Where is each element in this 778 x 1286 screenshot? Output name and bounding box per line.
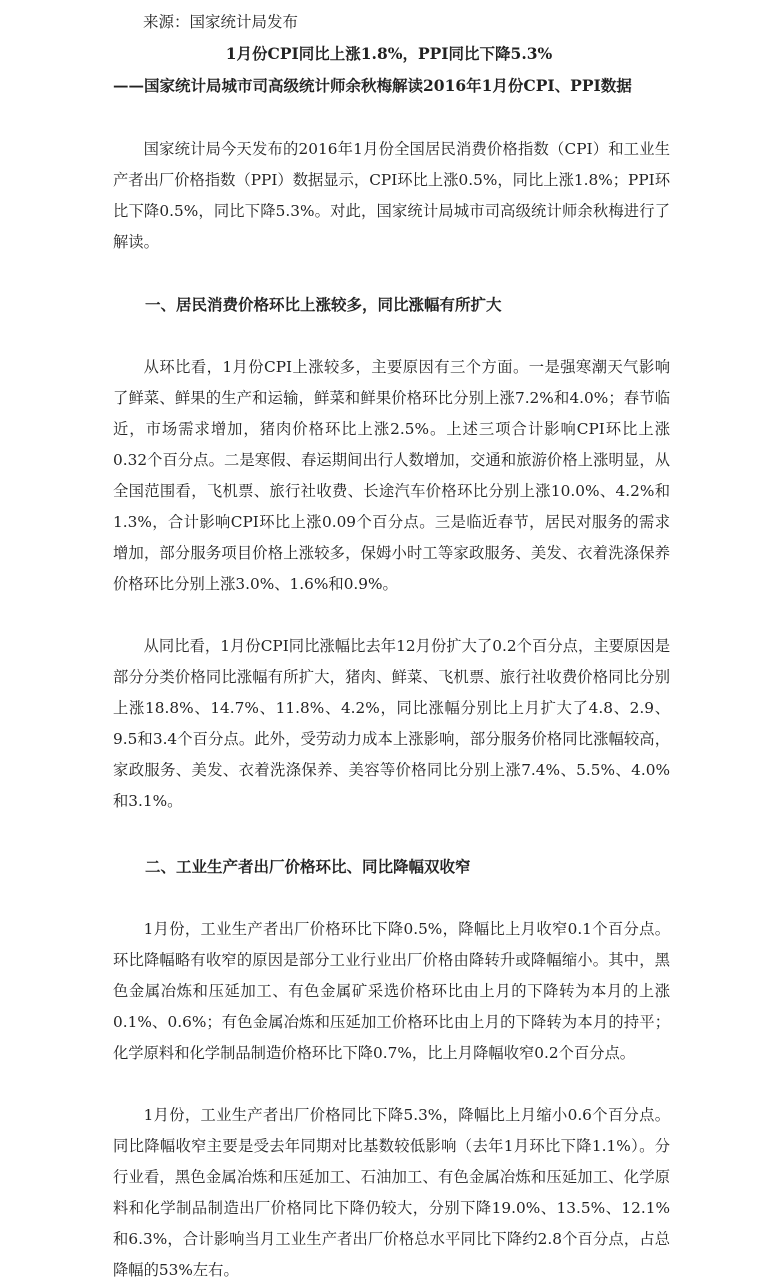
- paragraph-cpi-year-on-year: 从同比看，1月份CPI同比涨幅比去年12月份扩大了0.2个百分点，主要原因是部分分类价格同比涨幅有所扩大，猪肉、鲜菜、飞机票、旅行社收费价格同比分别上涨18.8%、14.7%、11.8%、4.2%，同比涨幅分别比上月扩大了4.8、2.9、9.5和3.4个百分点。此外，受劳动力成本上涨影响，部分服务价格同比涨幅较高，家政服务、美发、衣着洗涤保养、美容等价格同比分别上涨7.4%、5.5%、4.0%和3.1%。: [113, 637, 670, 810]
- article-source: 来源：国家统计局发布: [143, 13, 299, 31]
- section-heading-ppi: 二、工业生产者出厂价格环比、同比降幅双收窄: [145, 857, 471, 876]
- paragraph-ppi-month-on-month: 1月份，工业生产者出厂价格环比下降0.5%，降幅比上月收窄0.1个百分点。环比降幅略有收窄的原因是部分工业行业出厂价格由降转升或降幅缩小。其中，黑色金属冶炼和压延加工、有色金属矿采选价格环比由上月的下降转为本月的上涨0.1%、0.6%；有色金属冶炼和压延加工价格环比由上月的下降转为本月的持平；化学原料和化学制品制造价格环比下降0.7%，比上月降幅收窄0.2个百分点。: [113, 920, 670, 1062]
- article-subtitle: ——国家统计局城市司高级统计师余秋梅解读2016年1月份CPI、PPI数据: [113, 76, 632, 95]
- section-heading-cpi: 一、居民消费价格环比上涨较多，同比涨幅有所扩大: [145, 295, 502, 314]
- paragraph-cpi-month-on-month: 从环比看，1月份CPI上涨较多，主要原因有三个方面。一是强寒潮天气影响了鲜菜、鲜果的生产和运输，鲜菜和鲜果价格环比分别上涨7.2%和4.0%；春节临近，市场需求增加，猪肉价格环比上涨2.5%。上述三项合计影响CPI环比上涨0.32个百分点。二是寒假、春运期间出行人数增加，交通和旅游价格上涨明显，从全国范围看，飞机票、旅行社收费、长途汽车价格环比分别上涨10.0%、4.2%和1.3%，合计影响CPI环比上涨0.09个百分点。三是临近春节，居民对服务的需求增加，部分服务项目价格上涨较多，保姆小时工等家政服务、美发、衣着洗涤保养价格环比分别上涨3.0%、1.6%和0.9%。: [113, 358, 670, 593]
- article-title: 1月份CPI同比上涨1.8%，PPI同比下降5.3%: [225, 44, 553, 63]
- paragraph-intro: 国家统计局今天发布的2016年1月份全国居民消费价格指数（CPI）和工业生产者出厂价格指数（PPI）数据显示，CPI环比上涨0.5%，同比上涨1.8%；PPI环比下降0.5%，同比下降5.3%。对此，国家统计局城市司高级统计师余秋梅进行了解读。: [113, 140, 670, 251]
- paragraph-ppi-year-on-year: 1月份，工业生产者出厂价格同比下降5.3%，降幅比上月缩小0.6个百分点。同比降幅收窄主要是受去年同期对比基数较低影响（去年1月环比下降1.1%）。分行业看，黑色金属冶炼和压延加工、石油加工、有色金属冶炼和压延加工、化学原料和化学制品制造出厂价格同比下降仍较大，分别下降19.0%、13.5%、12.1%和6.3%，合计影响当月工业生产者出厂价格总水平同比下降约2.8个百分点，占总降幅的53%左右。: [113, 1106, 670, 1279]
